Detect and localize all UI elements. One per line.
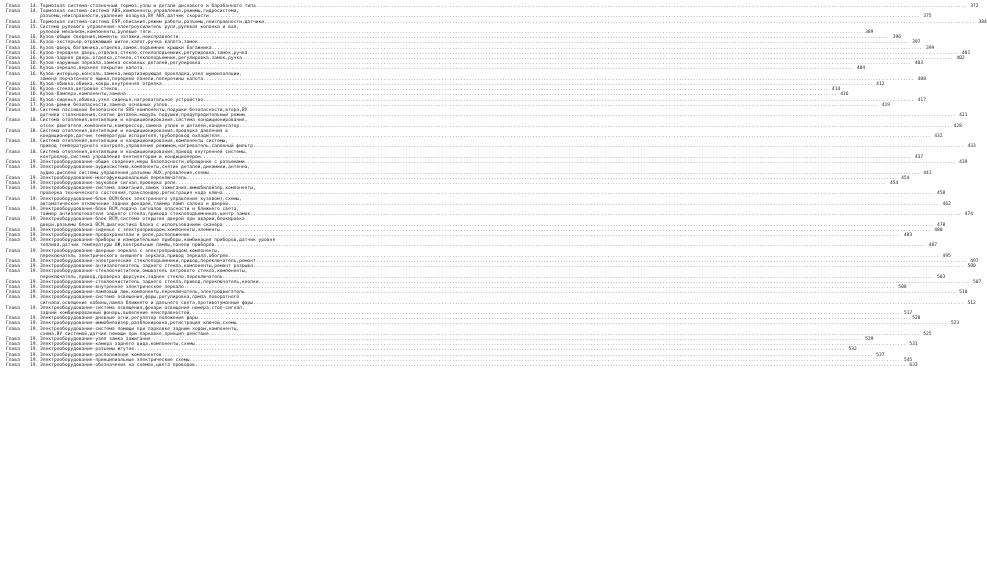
- chapter-label: Глава: [6, 269, 20, 275]
- chapter-label: Глава: [6, 160, 20, 166]
- page-number: 633: [909, 363, 918, 369]
- chapter-label: Глава: [6, 87, 20, 93]
- chapter-label: Глава: [6, 61, 20, 67]
- entry-title: Кузов-экстерьер,отражающий шиток,капот,ручка капота,замок: [40, 40, 198, 46]
- page-number: 372: [970, 4, 979, 9]
- entry-title: сигнала,освещение кабины,лампа ближнего и дальнего света,противотуманные фары: [40, 300, 253, 306]
- entry-title: Электрооборудование-блок BCM,подача сигналов опасности и ближнего света,: [40, 206, 240, 212]
- chapter-number: 19.: [30, 326, 39, 332]
- toc-entry[interactable]: [6, 196, 951, 207]
- page-number: 416: [840, 92, 849, 98]
- toc-entry[interactable]: [6, 217, 946, 228]
- entry-title: переключатель электрического внешнего зеркала,привод зеркала,обогрев: [40, 253, 229, 259]
- page-number: 487: [928, 243, 938, 249]
- entry-title: привод температурного контроля,управление режимом,нагреватель,салонный фильтр: [40, 144, 253, 150]
- chapter-label: Глава: [6, 232, 20, 238]
- page-number: 508: [898, 284, 907, 290]
- page-number: 397: [912, 40, 921, 46]
- entry-title: Система рулевого управления-электроусилитель руля,рулевая колонка и вал,: [40, 24, 240, 30]
- chapter-label: Глава: [6, 186, 20, 192]
- page-number: 417: [917, 97, 926, 103]
- toc-entry[interactable]: [6, 118, 962, 129]
- chapter-label: Глава: [6, 279, 20, 285]
- page-number: 520: [912, 316, 921, 322]
- toc-entry[interactable]: [6, 363, 918, 369]
- page-number: 497: [970, 258, 979, 264]
- page-number: 375: [923, 14, 932, 20]
- chapter-label: Глава: [6, 71, 20, 77]
- toc-entry[interactable]: [6, 24, 874, 36]
- chapter-number: 16.: [30, 61, 39, 67]
- chapter-number: 19.: [30, 180, 39, 186]
- chapter-label: Глава: [6, 180, 20, 186]
- chapter-label: Глава: [6, 149, 20, 155]
- toc-entry[interactable]: [6, 71, 926, 82]
- chapter-number: 19.: [30, 227, 39, 233]
- chapter-label: Глава: [6, 357, 20, 363]
- chapter-label: Глава: [6, 264, 20, 270]
- chapter-label: Глава: [6, 196, 20, 202]
- toc-entry[interactable]: [6, 139, 976, 150]
- entry-title: Электрооборудование-обозначения на схемах,цвета проводов: [40, 363, 195, 369]
- chapter-number: 18.: [30, 149, 39, 155]
- chapter-number: 19.: [30, 342, 39, 348]
- entry-title: Кузов-дверь багажника,отделка,замок,подъемник крышки багажника: [40, 45, 212, 51]
- toc-entry[interactable]: [6, 269, 946, 280]
- toc-entry[interactable]: [6, 108, 968, 119]
- entry-title: Кузов-зеркало,верхнее покрытие капота: [40, 66, 143, 72]
- page-number: 480: [934, 227, 943, 233]
- chapter-label: Глава: [6, 97, 20, 103]
- page-number: 531: [909, 342, 918, 348]
- entry-title: Электрооборудование-иммобилайзер,разблокировка,регистрация ключей,схемы: [40, 321, 237, 327]
- chapter-number: 18.: [30, 118, 39, 124]
- page-number: 454: [901, 175, 910, 181]
- chapter-label: Глава: [6, 258, 20, 264]
- chapter-number: 19.: [30, 264, 39, 270]
- entry-title: Система отопления,вентиляции и кондиционирования,проверка давления в: [40, 128, 229, 134]
- entry-title: Кузов-стекла,ветровое стекло: [40, 87, 118, 93]
- chapter-number: 19.: [30, 269, 39, 275]
- page-number: 462: [942, 201, 951, 207]
- entry-title: Электрооборудование-дневные огни,регулятор положения фары: [40, 316, 198, 322]
- chapter-number: 16.: [30, 66, 39, 72]
- entry-title: Электрооборудование-камера заднего вида,компоненты,схемы: [40, 342, 195, 348]
- entry-title: Кузов-ремни безопасности,замена основных узлов: [40, 102, 168, 108]
- page-number: 523: [950, 321, 960, 327]
- entry-title: Электрооборудование-электрические стеклоподъемники,привод,переключатель,ремонт: [40, 258, 256, 264]
- entry-title: Система пассивной безопасности SRS-компоненты,подушки безопасности,втора,ВУ: [40, 108, 248, 114]
- entry-title: аудио,дисплей системы управления,разъемы AUX,управление,схемы: [40, 170, 209, 176]
- chapter-label: Глава: [6, 295, 20, 301]
- chapter-number: 16.: [30, 56, 39, 62]
- page-number: 525: [923, 331, 932, 337]
- chapter-number: 19.: [30, 290, 39, 296]
- entry-title: Кузов-наружный зеркала,замена основных деталей,регулировка: [40, 61, 201, 67]
- chapter-label: Глава: [6, 66, 20, 72]
- entry-title: Электрооборудование-блок BCM(блок электронного управления кузовом),схемы,: [40, 196, 242, 202]
- entry-title: Электрооборудование-система зажигания,замок зажигания,иммобилайзер,компоненты,: [40, 186, 256, 192]
- entry-title: задний комбинированный фонарь,выявление неисправностей: [40, 310, 190, 316]
- chapter-label: Глава: [6, 337, 20, 342]
- entry-title: Система отопления,вентиляции и кондиционирования,привод внутренней системы,: [40, 149, 248, 155]
- page-number: 432: [934, 134, 943, 140]
- chapter-number: 19.: [30, 337, 39, 342]
- chapter-number: 19.: [30, 160, 39, 166]
- chapter-label: Глава: [6, 290, 20, 296]
- entry-title: Тормозная система-стояночный тормоз,узлы и детали дискового и барабанного типа: [40, 4, 256, 9]
- chapter-number: 19.: [30, 352, 39, 358]
- chapter-label: Глава: [6, 347, 20, 353]
- entry-title: Электрооборудование-приборы и измерительные приборы,комбинация приборов,датчик уровня: [40, 238, 276, 244]
- chapter-label: Глава: [6, 40, 20, 46]
- toc-entry[interactable]: [6, 248, 951, 259]
- chapter-number: 19.: [30, 279, 39, 285]
- chapter-label: Глава: [6, 342, 20, 348]
- chapter-label: Глава: [6, 82, 20, 88]
- chapter-label: Глава: [6, 45, 20, 51]
- page-number: 545: [903, 357, 913, 363]
- chapter-label: Глава: [6, 363, 20, 369]
- chapter-number: 19.: [30, 186, 39, 192]
- page-number: 402: [956, 56, 965, 62]
- chapter-number: 16.: [30, 35, 39, 41]
- page-number: 384: [978, 19, 987, 25]
- chapter-label: Глава: [6, 238, 20, 244]
- entry-title: Электрооборудование-антизапотеватель заднего стекла,компоненты,ремонт разрыва: [40, 264, 253, 270]
- entry-title: таймер антизапотевателя заднего стекла,привода стеклоподъемников,центр.замок: [40, 212, 251, 218]
- entry-title: Электрооборудование-разъемы жгутов: [40, 347, 135, 353]
- page-number: 529: [865, 337, 874, 342]
- toc-entry[interactable]: [6, 238, 938, 249]
- page-number: 439: [959, 160, 968, 166]
- entry-title: Система отопления,вентиляции и кондиционирования,компоненты системы,: [40, 139, 229, 145]
- page-number: 412: [876, 82, 885, 88]
- toc-entry[interactable]: [6, 186, 946, 197]
- chapter-number: 18.: [30, 128, 39, 134]
- entry-title: Электрооборудование-система помощи при парковке задним ходом,компоненты,: [40, 326, 240, 332]
- page-number: 500: [967, 264, 976, 270]
- chapter-label: Глава: [6, 227, 20, 233]
- entry-title: Кузов-бампера,компоненты,замена: [40, 92, 126, 98]
- entry-title: Электрооборудование-общие сведения,меры безопасности,обращение с разъемами: [40, 160, 245, 166]
- chapter-number: 14.: [30, 4, 39, 9]
- page-number: 403: [914, 61, 924, 67]
- page-number: 495: [942, 253, 951, 259]
- entry-title: Тормозная система-система ABS,компоненты,управление,режимы,гидросистема,: [40, 9, 240, 15]
- page-number: 408: [917, 76, 926, 82]
- chapter-label: Глава: [6, 326, 20, 332]
- chapter-label: Глава: [6, 9, 20, 15]
- entry-title: схема,ВУ системой,датчик помощи при парковке,принцип действия: [40, 331, 209, 337]
- chapter-number: 16.: [30, 87, 39, 93]
- page-number: 441: [923, 170, 932, 176]
- page-number: 474: [964, 212, 973, 218]
- entry-title: Электрооборудование-принципиальные электрические схемы: [40, 357, 190, 363]
- entry-title: Электрооборудование-ламповый люк,компоненты,переключатель,электродвигатель: [40, 290, 245, 296]
- chapter-label: Глава: [6, 19, 20, 25]
- chapter-number: 19.: [30, 357, 39, 363]
- chapter-label: Глава: [6, 165, 20, 171]
- chapter-number: 16.: [30, 40, 39, 46]
- chapter-label: Глава: [6, 50, 20, 56]
- chapter-number: 19.: [30, 248, 39, 254]
- page-number: 532: [848, 347, 857, 353]
- entry-title: кондиционере,датчик температуры испарителя,трубопровод охладителя: [40, 134, 220, 140]
- entry-title: Кузов-задняя дверь,отделка,стекло,стеклоподъемник,регулировка,замок,ручка: [40, 56, 242, 62]
- entry-title: Кузов-передняя дверь,отделка,стекло,стеклоподъемник,регулировка,замок,ручка: [40, 50, 248, 56]
- page-number: 389: [865, 30, 874, 36]
- page-number: 401: [961, 50, 971, 56]
- chapter-label: Глава: [6, 175, 20, 181]
- chapter-number: 14.: [30, 9, 39, 15]
- page-number: 512: [967, 300, 976, 306]
- chapter-number: 16.: [30, 92, 39, 98]
- chapter-number: 19.: [30, 232, 39, 238]
- page-number: 404: [856, 66, 866, 72]
- entry-title: Электрооборудование-система освещения,фары,регулировка,лампа поворотного: [40, 295, 240, 301]
- chapter-label: Глава: [6, 128, 20, 134]
- entry-title: Электрооборудование-узел замка зажигания: [40, 337, 151, 342]
- entry-title: Кузов-общие сведения,моменты затяжки,неисправности: [40, 35, 179, 41]
- chapter-number: 17.: [30, 102, 39, 108]
- entry-title: Электрооборудование-внутреннее электрическое зеркало: [40, 284, 184, 290]
- chapter-number: 19.: [30, 347, 39, 353]
- entry-title: Электрооборудование-стеклоочистители,омыватель ветрового стекла,компоненты,: [40, 269, 248, 275]
- entry-title: Кузов-обивка,обивка,ковры,внутренняя отделка: [40, 82, 162, 88]
- chapter-number: 19.: [30, 363, 39, 369]
- chapter-number: 19.: [30, 305, 39, 311]
- page-number: 396: [892, 35, 902, 41]
- entry-title: Электрооборудование-многофункциональный переключатель: [40, 175, 187, 181]
- chapter-number: 15.: [30, 24, 39, 30]
- chapter-number: 18.: [30, 139, 39, 145]
- entry-title: Кузов-сиденья,обивка,узел сиденья,нагревательное устройство: [40, 97, 204, 103]
- entry-title: Электрооборудование-предохранители и реле,расположение: [40, 232, 190, 238]
- chapter-number: 19.: [30, 206, 39, 212]
- page-number: 517: [903, 310, 913, 316]
- page-number: 458: [937, 191, 946, 197]
- chapter-label: Глава: [6, 139, 20, 145]
- entry-title: Кузов-интерьер,консоль,замена,амортизирующая прокладка,узел шумоизоляции,: [40, 71, 242, 77]
- page-number: 537: [876, 352, 885, 358]
- chapter-label: Глава: [6, 321, 20, 327]
- entry-title: Электрооборудование-дверные зеркала с электроприводом,компоненты,: [40, 248, 220, 254]
- chapter-label: Глава: [6, 102, 20, 108]
- chapter-number: 19.: [30, 284, 39, 290]
- entry-title: Электрооборудование-система освещения,фонари освещения номера,стоп-сигнал,: [40, 305, 245, 311]
- entry-title: замена перчаточного ящика,передней панели,поперечины капота: [40, 76, 204, 82]
- chapter-number: 19.: [30, 217, 39, 223]
- chapter-label: Глава: [6, 284, 20, 290]
- entry-title: Электрооборудование-блок BCM,система открытия дверей при аварии,блокировка: [40, 217, 245, 223]
- page-number: 433: [967, 144, 976, 150]
- entry-title: контроллер,система управления вентилятором и кондиционером: [40, 154, 201, 160]
- entry-title: Электрооборудование-стеклоочиститель заднего стекла,привод,переключатель,кнопки: [40, 279, 259, 285]
- entry-title: Электрооборудование-звуковой сигнал,проверка реле: [40, 180, 176, 186]
- chapter-label: Глава: [6, 35, 20, 41]
- page-number: 437: [914, 154, 924, 160]
- dot-leader: [195, 363, 906, 368]
- chapter-number: 16.: [30, 50, 39, 56]
- entry-title: Электрооборудование-сиденье с электроприводом,компоненты,элементы: [40, 227, 220, 233]
- chapter-number: 16.: [30, 45, 39, 51]
- entry-title: разъемы,неисправности,удаление воздуха,BV ABS,датчик скорости: [40, 14, 209, 20]
- entry-title: топлива,датчик температуры ОЖ,контрольные лампы,панели приборов: [40, 243, 215, 249]
- page-number: 428: [953, 123, 962, 129]
- chapter-label: Глава: [6, 305, 20, 311]
- chapter-number: 19.: [30, 175, 39, 181]
- page-number: 507: [972, 279, 982, 285]
- chapter-number: 19.: [30, 196, 39, 202]
- toc-entry[interactable]: [6, 9, 932, 20]
- chapter-label: Глава: [6, 92, 20, 98]
- toc-entry[interactable]: [6, 305, 913, 316]
- chapter-number: 19.: [30, 165, 39, 171]
- chapter-number: 19.: [30, 258, 39, 264]
- entry-title: датчики столкновения,снятие деталей,модуль подушки,предупредительный режим: [40, 113, 245, 119]
- chapter-number: 19.: [30, 321, 39, 327]
- chapter-number: 16.: [30, 82, 39, 88]
- toc-entry[interactable]: [6, 128, 943, 140]
- entry-title: Электрооборудование-расположение компонентов: [40, 352, 162, 358]
- chapter-label: Глава: [6, 118, 20, 124]
- page-number: 419: [881, 102, 891, 108]
- entry-title: переключатель,привод,проверка форсунок,заднее стекло,переключатель: [40, 274, 223, 280]
- chapter-label: Глава: [6, 4, 20, 9]
- chapter-label: Глава: [6, 206, 20, 212]
- page-number: 483: [903, 232, 913, 238]
- entry-title: Система отопления,вентиляции и кондиционирования,система кондиционирования,: [40, 118, 248, 124]
- chapter-label: Глава: [6, 56, 20, 62]
- toc-entry[interactable]: [6, 206, 973, 218]
- page-number: 478: [937, 222, 946, 228]
- chapter-label: Глава: [6, 352, 20, 358]
- entry-title: Тормозная система-система ESP,описание,режим работы,разъемы,неисправности,датчики: [40, 19, 265, 25]
- page-number: 510: [959, 290, 968, 296]
- page-number: 454: [890, 180, 899, 186]
- chapter-label: Глава: [6, 217, 20, 223]
- chapter-number: 16.: [30, 97, 39, 103]
- page-number: 503: [937, 274, 946, 280]
- entry-title: отсек двигателя,компоненты,компрессор,замена узлов и деталей,конденсатор: [40, 123, 240, 129]
- chapter-number: 16.: [30, 71, 39, 77]
- entry-title: рулевой механизм,компоненты,рулевые тяги: [40, 30, 151, 36]
- page-number: 399: [925, 45, 935, 51]
- chapter-label: Глава: [6, 248, 20, 254]
- entry-title: Электрооборудование-аудиосистема,компоненты,снятие деталей,динамики,антенна,: [40, 165, 251, 171]
- toc-entry[interactable]: [6, 295, 976, 306]
- chapter-number: 19.: [30, 295, 39, 301]
- chapter-label: Глава: [6, 24, 20, 30]
- page-number: 421: [959, 113, 968, 119]
- toc-entry[interactable]: [6, 149, 924, 160]
- entry-title: проверка технического состояния,транспондер,регистрация кода ключа: [40, 191, 223, 197]
- toc-entry[interactable]: [6, 165, 932, 176]
- chapter-number: 19.: [30, 238, 39, 244]
- entry-title: автоматическое отключение задних фонарей,таймер ламп салона и дверей: [40, 201, 229, 207]
- table-of-contents: [6, 4, 987, 369]
- entry-title: двери,разъемы блока BCM,диагностика блока с использованием сканера: [40, 222, 223, 228]
- page-number: 414: [831, 87, 841, 93]
- chapter-number: 14.: [30, 19, 39, 25]
- chapter-label: Глава: [6, 316, 20, 322]
- chapter-number: 19.: [30, 316, 39, 322]
- toc-entry[interactable]: [6, 326, 932, 337]
- chapter-number: 18.: [30, 108, 39, 114]
- chapter-label: Глава: [6, 108, 20, 114]
